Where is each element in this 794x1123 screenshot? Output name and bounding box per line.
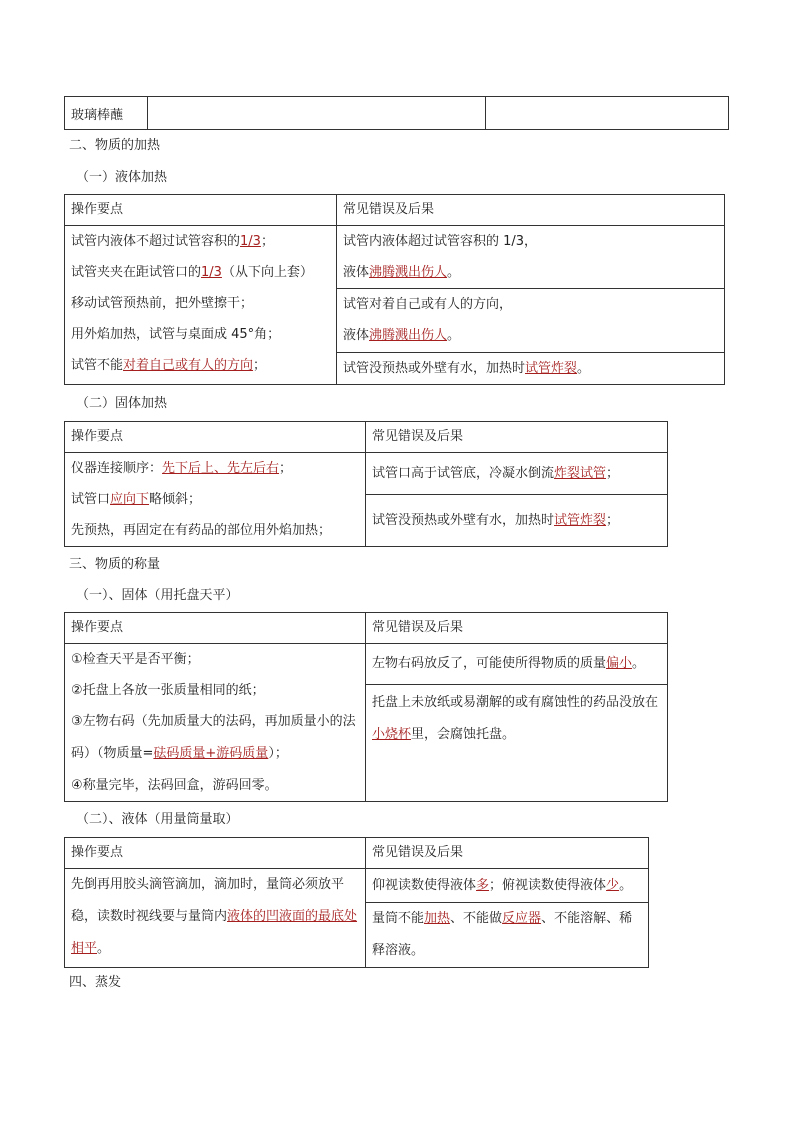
header-errors-consequences: 常见错误及后果 (337, 195, 725, 226)
top-row-col2 (148, 97, 486, 130)
highlight-text: 试管炸裂 (525, 361, 578, 376)
point-line: 试管不能对着自己或有人的方向； (71, 358, 267, 373)
liquid-measuring-table (64, 837, 649, 968)
error-cell: 量筒不能加热、不能做反应器、不能溶解、稀释溶液。 (366, 903, 649, 968)
highlight-text: 1/3 (240, 234, 261, 249)
liquid-heating-points (65, 226, 337, 385)
error-cell: 试管对着自己或有人的方向， 液体沸腾溅出伤人。 (337, 289, 725, 353)
solid-heating-points: 仪器连接顺序：先下后上、先左后右； 试管口应向下略倾斜； 先预热，再固定在有药品的部位用外焰加热； (65, 453, 366, 547)
highlight-text: 沸腾溅出伤人 (369, 328, 448, 343)
highlight-text: 液体的凹液面的最底处相平 (71, 909, 358, 956)
highlight-text: 偏小 (606, 656, 633, 672)
error-cell: 试管没预热或外壁有水，加热时试管炸裂。 (337, 353, 725, 385)
error-cell: 试管内液体超过试管容积的 1/3， 液体沸腾溅出伤人。 (337, 226, 725, 289)
point-line: 移动试管预热前，把外壁擦干； (71, 296, 254, 311)
solid-weighing-table (64, 612, 668, 802)
liquid-measuring-points: 先倒再用胶头滴管滴加，滴加时，量筒必须放平稳，读数时视线要与量筒内液体的凹液面的最底处相平。 (65, 869, 366, 968)
error-cell: 托盘上未放纸或易潮解的或有腐蚀性的药品没放在小烧杯里，会腐蚀托盘。 (366, 684, 668, 802)
highlight-text: 应向下 (110, 492, 150, 507)
highlight-text: 对着自己或有人的方向 (123, 358, 254, 373)
subheading-liquid-measuring: （二）、液体（用量筒量取） (76, 812, 239, 827)
highlight-text: 加热 (424, 911, 451, 926)
section-heading-weighing: 三、物质的称量 (69, 557, 161, 572)
highlight-text: 炸裂试管 (554, 466, 607, 481)
highlight-text: 少 (606, 878, 620, 893)
error-cell: 仰视读数使得液体多；俯视读数使得液体少。 (366, 869, 649, 903)
error-cell: 左物右码放反了，可能使所得物质的质量偏小。 (366, 644, 668, 685)
point-line: 试管夹夹在距试管口的1/3（从下向上套） (71, 265, 313, 280)
header-errors-consequences: 常见错误及后果 (366, 838, 649, 869)
solid-heating-table (64, 421, 668, 547)
highlight-text: 1/3 (201, 265, 222, 280)
subheading-solid-weighing: （一）、固体（用托盘天平） (76, 588, 239, 603)
section-heading-evaporation: 四、蒸发 (69, 975, 122, 990)
highlight-text: 砝码质量+游码质量 (153, 746, 269, 761)
highlight-text: 先下后上、先左后右 (162, 461, 280, 476)
highlight-text: 沸腾溅出伤人 (369, 265, 448, 280)
highlight-text: 多 (476, 878, 490, 893)
header-errors-consequences: 常见错误及后果 (366, 422, 668, 453)
header-operation-points: 操作要点 (65, 195, 337, 226)
subheading-liquid-heating: （一）液体加热 (76, 170, 168, 185)
highlight-text: 小烧杯 (372, 726, 412, 742)
header-errors-consequences: 常见错误及后果 (366, 613, 668, 644)
point-line: 试管内液体不超过试管容积的1/3； (71, 234, 274, 249)
point-line: 用外焰加热，试管与桌面成 45°角； (71, 327, 281, 342)
highlight-text: 反应器 (502, 911, 542, 926)
top-row-col3 (486, 97, 729, 130)
solid-weighing-points: ①检查天平是否平衡； ②托盘上各放一张质量相同的纸； ③左物右码（先加质量大的法码，再加质量小的法码）（物质量=砝码质量+游码质量）； ④称量完毕，法码回盒，游码回零。 (65, 644, 366, 802)
highlight-text: 试管炸裂 (554, 513, 607, 528)
top-table (64, 96, 729, 130)
header-operation-points: 操作要点 (65, 838, 366, 869)
top-row-label: 玻璃棒蘸 (65, 97, 148, 130)
error-cell: 试管没预热或外壁有水，加热时试管炸裂； (366, 495, 668, 547)
liquid-heating-table (64, 194, 725, 385)
section-heading-heating: 二、物质的加热 (69, 138, 161, 153)
subheading-solid-heating: （二）固体加热 (76, 396, 168, 411)
header-operation-points: 操作要点 (65, 422, 366, 453)
error-cell: 试管口高于试管底，冷凝水倒流炸裂试管； (366, 453, 668, 495)
header-operation-points: 操作要点 (65, 613, 366, 644)
